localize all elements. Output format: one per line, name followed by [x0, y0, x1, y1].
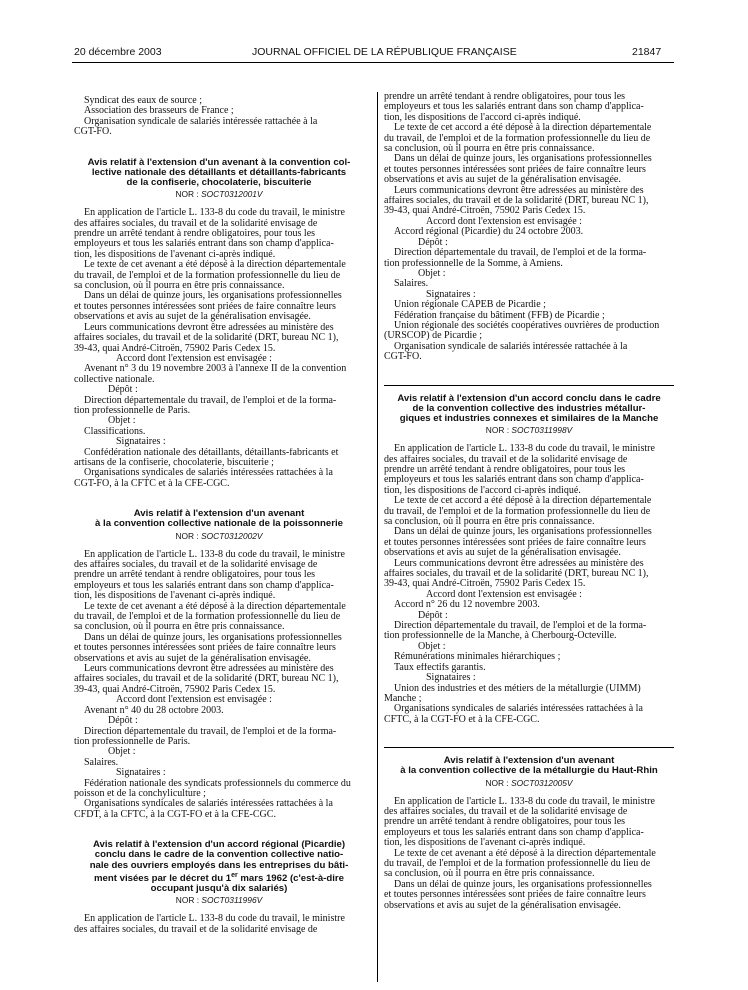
- body-line: En application de l'article L. 133-8 du code du travail, le ministre: [84, 914, 345, 925]
- body-line: du travail, de l'emploi et de la formation professionnelle du lieu de: [384, 133, 651, 144]
- body-line: Leurs communications devront être adressées au ministère des: [394, 558, 644, 569]
- body-line: 39-43, quai André-Citroën, 75902 Paris Cedex 15.: [74, 343, 276, 354]
- body-line: observations et avis au sujet de la généralisation envisagée.: [384, 175, 621, 186]
- nor-code: SOCT0312005V: [511, 777, 573, 788]
- body-line: sa conclusion, où il pourra en être pris connaissance.: [384, 869, 595, 880]
- signataire-line: Fédération nationale des syndicats professionnels du commerce du: [84, 778, 351, 789]
- header-page-number: 21847: [632, 46, 662, 58]
- objet-line: Salaires.: [84, 757, 119, 768]
- signataire-line: poisson et de la conchyliculture ;: [74, 788, 206, 799]
- nor-reference: [74, 188, 364, 200]
- field-label: Objet :: [108, 747, 136, 758]
- body-line: Leurs communications devront être adressées au ministère des: [394, 185, 644, 196]
- body-line: tion, les dispositions de l'avenant ci-après indiqué.: [74, 591, 276, 602]
- body-line: employeurs et tous les salariés entrant dans son champ d'applica-: [384, 475, 644, 486]
- nor-label: NOR :: [485, 777, 512, 788]
- objet-line: Classifications.: [84, 426, 146, 437]
- field-label: Dépôt :: [418, 237, 448, 248]
- avis-title: Avis relatif à l'extension d'un avenant à la convention col-: [87, 156, 351, 168]
- nor-label: NOR :: [175, 189, 202, 200]
- depot-line: Direction départementale du travail, de l'emploi et de la forma-: [84, 726, 337, 737]
- body-line: sa conclusion, où il pourra en être pris connaissance.: [384, 517, 595, 528]
- depot-line: tion professionnelle de Paris.: [74, 405, 191, 416]
- body-line: 39-43, quai André-Citroën, 75902 Paris Cedex 15.: [384, 579, 586, 590]
- signataire-line: CFDT, à la CFTC, à la CGT-FO et à la CFE-CGC.: [74, 809, 276, 820]
- header-date: 20 décembre 2003: [74, 46, 162, 58]
- body-line: affaires sociales, du travail et de la solidarité (DRT, bureau NC 1),: [384, 196, 649, 207]
- field-label: Accord dont l'extension est envisagée :: [116, 695, 272, 706]
- field-label: Objet :: [418, 268, 446, 279]
- body-line: Le texte de cet avenant a été déposé à la direction départementale: [84, 601, 346, 612]
- objet-line: Rémunérations minimales hiérarchiques ;: [394, 652, 561, 663]
- nor-reference: [384, 424, 674, 436]
- avis-title: de la convention collective des industries métallur-: [412, 402, 646, 414]
- body-line: observations et avis au sujet de la généralisation envisagée.: [384, 548, 621, 559]
- body-line: En application de l'article L. 133-8 du code du travail, le ministre: [394, 796, 655, 807]
- accord-line: Avenant n° 40 du 28 octobre 2003.: [84, 705, 224, 716]
- body-line: sa conclusion, où il pourra en être pris connaissance.: [384, 144, 595, 155]
- avis-title: conclu dans le cadre de la convention collective natio-: [94, 849, 344, 861]
- field-label: Dépôt :: [108, 385, 138, 396]
- avis-title: Avis relatif à l'extension d'un accord régional (Picardie): [92, 839, 346, 851]
- avis-title: Avis relatif à l'extension d'un avenant: [133, 508, 305, 520]
- depot-line: Direction départementale du travail, de l'emploi et de la forma-: [394, 621, 647, 632]
- avis-title: ment visées par le décret du 1er mars 1962 (c'est-à-dire: [94, 871, 344, 884]
- depot-line: Direction départementale du travail, de l'emploi et de la forma-: [394, 248, 647, 259]
- body-line: Dans un délai de quinze jours, les organisations professionnelles: [84, 291, 342, 302]
- body-line: employeurs et tous les salariés entrant dans son champ d'applica-: [384, 102, 644, 113]
- field-label: Dépôt :: [418, 610, 448, 621]
- body-line: Le texte de cet accord a été déposé à la direction départementale: [394, 123, 652, 134]
- body-line: des affaires sociales, du travail et de la solidarité envisage de: [74, 560, 318, 571]
- body-line: 39-43, quai André-Citroën, 75902 Paris Cedex 15.: [74, 684, 276, 695]
- avis-title: giques et industries connexes et similaires de la Manche: [399, 412, 659, 424]
- body-line: observations et avis au sujet de la généralisation envisagée.: [74, 653, 311, 664]
- picardie-continued: [384, 92, 674, 363]
- body-line: employeurs et tous les salariés entrant dans son champ d'applica-: [384, 827, 644, 838]
- body-line: des affaires sociales, du travail et de la solidarité envisage de: [74, 924, 318, 935]
- avis-poissonnerie: [74, 509, 364, 820]
- body-line: et toutes personnes intéressées sont priées de faire connaître leurs: [384, 890, 646, 901]
- field-label: Objet :: [418, 641, 446, 652]
- body-line: observations et avis au sujet de la généralisation envisagée.: [384, 900, 621, 911]
- field-label: Signataires :: [426, 289, 476, 300]
- body-line: prendre un arrêté tendant à rendre obligatoires, pour tous les: [74, 229, 316, 240]
- objet-line: Taux effectifs garantis.: [394, 662, 486, 673]
- field-label: Objet :: [108, 416, 136, 427]
- right-column: [384, 92, 674, 911]
- body-line: sa conclusion, où il pourra en être pris connaissance.: [74, 622, 285, 633]
- body-line: Le texte de cet accord a été déposé à la direction départementale: [394, 496, 652, 507]
- field-label: Dépôt :: [108, 716, 138, 727]
- signataire-line: Union régionale CAPEB de Picardie ;: [394, 300, 546, 311]
- signataire-line: CGT-FO.: [384, 352, 422, 363]
- avis-metallurgie-manche: [384, 394, 674, 726]
- signataire-line: Union régionale des sociétés coopératives ouvrières de production: [394, 320, 660, 331]
- intro-block: [74, 96, 364, 138]
- signataire-line: Confédération nationale des détaillants, détaillants-fabricants et: [84, 447, 339, 458]
- nor-code: SOCT0311996V: [201, 895, 263, 906]
- field-label: Signataires :: [426, 673, 476, 684]
- body-line: du travail, de l'emploi et de la formation professionnelle du lieu de: [384, 858, 651, 869]
- body-line: des affaires sociales, du travail et de la solidarité envisage de: [384, 454, 628, 465]
- body-line: prendre un arrêté tendant à rendre obligatoires, pour tous les: [74, 570, 316, 581]
- avis-metallurgie-haut-rhin: [384, 756, 674, 911]
- left-column: [74, 96, 364, 935]
- accord-line: Avenant n° 3 du 19 novembre 2003 à l'annexe II de la convention: [84, 364, 347, 375]
- accord-line: Accord régional (Picardie) du 24 octobre 2003.: [394, 227, 584, 238]
- body-line: affaires sociales, du travail et de la solidarité (DRT, bureau NC 1),: [74, 333, 339, 344]
- objet-line: Salaires.: [394, 279, 429, 290]
- body-line: et toutes personnes intéressées sont priées de faire connaître leurs: [384, 537, 646, 548]
- body-line: Dans un délai de quinze jours, les organisations professionnelles: [394, 154, 652, 165]
- nor-label: NOR :: [175, 530, 202, 541]
- field-label: Accord dont l'extension est envisagée :: [426, 216, 582, 227]
- body-line: et toutes personnes intéressées sont priées de faire connaître leurs: [74, 643, 336, 654]
- body-line: tion, les dispositions de l'accord ci-après indiqué.: [384, 112, 581, 123]
- body-line: Le texte de cet avenant a été déposé à la direction départementale: [84, 260, 346, 271]
- body-line: En application de l'article L. 133-8 du code du travail, le ministre: [394, 444, 655, 455]
- signataire-line: Organisations syndicales de salariés intéressées rattachées à la: [394, 704, 643, 715]
- body-line: affaires sociales, du travail et de la solidarité (DRT, bureau NC 1),: [384, 569, 649, 580]
- nor-label: NOR :: [175, 895, 202, 906]
- body-line: et toutes personnes intéressées sont priées de faire connaître leurs: [384, 164, 646, 175]
- avis-title: nale des ouvriers employés dans les entreprises du bâti-: [89, 859, 349, 871]
- intro-line: Association des brasseurs de France ;: [84, 106, 234, 117]
- body-line: prendre un arrêté tendant à rendre obligatoires, pour tous les: [384, 92, 626, 102]
- body-line: 39-43, quai André-Citroën, 75902 Paris Cedex 15.: [384, 206, 586, 217]
- nor-code: SOCT0312002V: [201, 530, 263, 541]
- body-line: Leurs communications devront être adressées au ministère des: [84, 322, 334, 333]
- body-line: prendre un arrêté tendant à rendre obligatoires, pour tous les: [384, 464, 626, 475]
- avis-picardie: [74, 840, 364, 935]
- body-line: Dans un délai de quinze jours, les organisations professionnelles: [394, 527, 652, 538]
- header-rule: [72, 62, 674, 63]
- body-line: employeurs et tous les salariés entrant dans son champ d'applica-: [74, 580, 334, 591]
- nor-code: SOCT0312001V: [201, 189, 263, 200]
- body-line: En application de l'article L. 133-8 du code du travail, le ministre: [84, 549, 345, 560]
- body-line: et toutes personnes intéressées sont priées de faire connaître leurs: [74, 301, 336, 312]
- avis-title: lective nationale des détaillants et détaillants-fabricants: [91, 166, 347, 178]
- depot-line: Direction départementale du travail, de l'emploi et de la forma-: [84, 395, 337, 406]
- body-line: employeurs et tous les salariés entrant dans son champ d'applica-: [74, 239, 334, 250]
- nor-label: NOR :: [485, 425, 512, 436]
- signataire-line: Organisations syndicales de salariés intéressées rattachées à la: [84, 468, 333, 479]
- body-line: prendre un arrêté tendant à rendre obligatoires, pour tous les: [384, 817, 626, 828]
- accord-line: collective nationale.: [74, 374, 155, 385]
- column-divider: [377, 92, 378, 982]
- body-line: du travail, de l'emploi et de la formation professionnelle du lieu de: [74, 612, 341, 623]
- avis-title: occupant jusqu'à dix salariés): [150, 883, 288, 895]
- body-line: Leurs communications devront être adressées au ministère des: [84, 664, 334, 675]
- body-line: des affaires sociales, du travail et de la solidarité envisage de: [74, 218, 318, 229]
- avis-title: de la confiserie, chocolaterie, biscuiterie: [126, 177, 312, 189]
- body-line: affaires sociales, du travail et de la solidarité (DRT, bureau NC 1),: [74, 674, 339, 685]
- body-line: Dans un délai de quinze jours, les organisations professionnelles: [394, 879, 652, 890]
- body-line: En application de l'article L. 133-8 du code du travail, le ministre: [84, 208, 345, 219]
- body-line: Dans un délai de quinze jours, les organisations professionnelles: [84, 632, 342, 643]
- intro-line: Syndicat des eaux de source ;: [84, 96, 203, 106]
- signataire-line: Union des industries et des métiers de la métallurgie (UIMM): [394, 683, 641, 694]
- body-line: des affaires sociales, du travail et de la solidarité envisage de: [384, 806, 628, 817]
- intro-line: CGT-FO.: [74, 127, 112, 138]
- field-label: Accord dont l'extension est envisagée :: [426, 589, 582, 600]
- signataire-line: artisans de la confiserie, chocolaterie, biscuiterie ;: [74, 457, 274, 468]
- field-label: Signataires :: [116, 768, 166, 779]
- body-line: tion, les dispositions de l'accord ci-après indiqué.: [384, 485, 581, 496]
- body-line: sa conclusion, où il pourra en être pris connaissance.: [74, 281, 285, 292]
- accord-line: Accord n° 26 du 12 novembre 2003.: [394, 600, 540, 611]
- signataire-line: Manche ;: [384, 693, 422, 704]
- nor-reference: [74, 530, 364, 542]
- intro-line: Organisation syndicale de salariés intéressée rattachée à la: [84, 116, 318, 127]
- field-label: Accord dont l'extension est envisagée :: [116, 353, 272, 364]
- signataire-line: CGT-FO, à la CFTC et à la CFE-CGC.: [74, 478, 230, 489]
- signataire-line: Organisation syndicale de salariés intéressée rattachée à la: [394, 341, 628, 352]
- nor-reference: [74, 894, 364, 906]
- body-line: tion, les dispositions de l'avenant ci-après indiqué.: [74, 249, 276, 260]
- nor-code: SOCT0311998V: [511, 425, 573, 436]
- depot-line: tion professionnelle de Paris.: [74, 736, 191, 747]
- signataire-line: CFTC, à la CGT-FO et à la CFE-CGC.: [384, 714, 540, 725]
- body-line: tion, les dispositions de l'avenant ci-après indiqué.: [384, 838, 586, 849]
- depot-line: tion professionnelle de la Manche, à Cherbourg-Octeville.: [384, 631, 617, 642]
- avis-title: à la convention collective de la métallurgie du Haut-Rhin: [400, 765, 658, 777]
- body-line: Le texte de cet avenant a été déposé à la direction départementale: [394, 848, 656, 859]
- avis-title: à la convention collective nationale de la poissonnerie: [95, 518, 343, 530]
- avis-confiserie: [74, 158, 364, 490]
- nor-reference: [384, 777, 674, 789]
- signataire-line: Organisations syndicales de salariés intéressées rattachées à la: [84, 799, 333, 810]
- header-title: JOURNAL OFFICIEL DE LA RÉPUBLIQUE FRANÇAISE: [252, 46, 517, 58]
- avis-title: Avis relatif à l'extension d'un accord conclu dans le cadre: [397, 392, 661, 404]
- depot-line: tion professionnelle de la Somme, à Amiens.: [384, 258, 563, 269]
- body-line: du travail, de l'emploi et de la formation professionnelle du lieu de: [384, 506, 651, 517]
- signataire-line: Fédération française du bâtiment (FFB) de Picardie ;: [394, 310, 605, 321]
- signataire-line: (URSCOP) de Picardie ;: [384, 331, 483, 342]
- avis-title: Avis relatif à l'extension d'un avenant: [443, 755, 615, 767]
- body-line: du travail, de l'emploi et de la formation professionnelle du lieu de: [74, 270, 341, 281]
- body-line: observations et avis au sujet de la généralisation envisagée.: [74, 312, 311, 323]
- field-label: Signataires :: [116, 437, 166, 448]
